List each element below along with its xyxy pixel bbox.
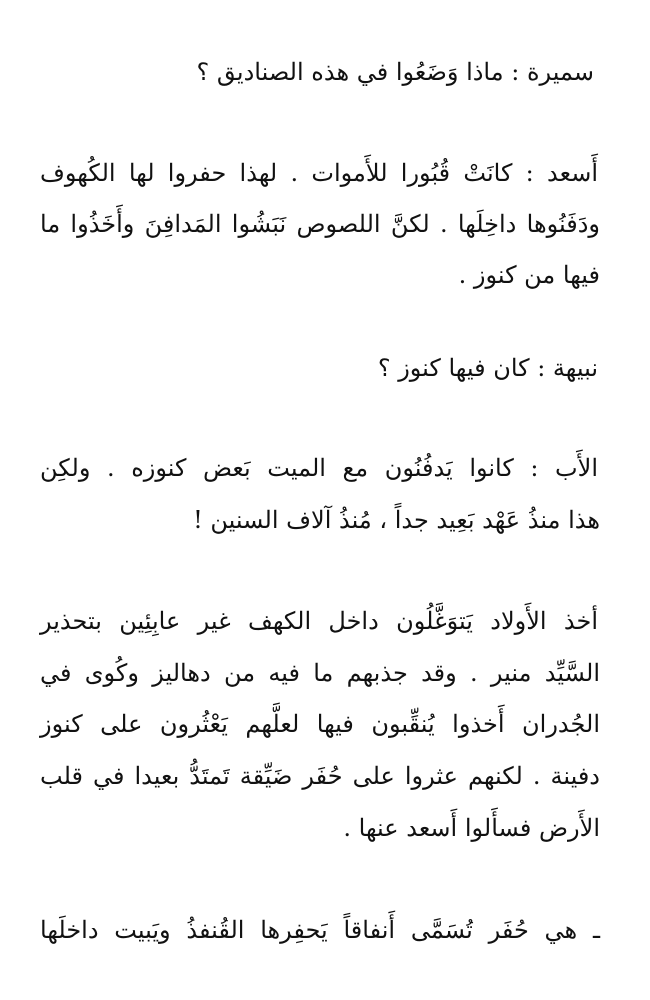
dialogue-line-samira: سميرة : ماذا وَضَعُوا في هذه الصناديق ؟ bbox=[196, 58, 594, 86]
paragraph-asad-line-3: فيها من كنوز . bbox=[458, 261, 600, 289]
narrative-line-1: أخذ الأَولاد يَتوَغَّلُون داخل الكهف غير عابِئِين بتحذير bbox=[40, 607, 598, 635]
narrative-line-5: الأَرض فسأَلوا أَسعد عنها . bbox=[343, 814, 600, 842]
paragraph-father-line-2: هذا منذُ عَهْد بَعِيد جداً ، مُنذُ آلاف السنين ! bbox=[193, 506, 600, 534]
dialogue-line-final: ـ هي حُفَر تُسَمَّى أَنفاقاً يَحفِرها القُنفذُ ويَبيت داخلَها bbox=[40, 916, 600, 944]
paragraph-asad-line-2: ودَفَنُوها داخِلَها . لكنَّ اللصوص نَبَشُوا المَدافِنَ وأَخَذُوا ما bbox=[40, 210, 600, 238]
narrative-line-2: السَّيِّد منير . وقد جذبهم ما فيه من دهاليز وكُوى في bbox=[40, 659, 600, 687]
paragraph-asad-line-1: أَسعد : كانَتْ قُبُورا للأَموات . لهذا حفروا لها الكُهوف bbox=[40, 159, 598, 187]
narrative-line-3: الجُدران أَخذوا يُنقِّبون فيها لعلَّهم يَعْثُرون على كنوز bbox=[40, 710, 600, 738]
narrative-line-4: دفينة . لكنهم عثروا على حُفَر ضَيِّقة تَمتَدُّ بعيدا في قلب bbox=[40, 762, 600, 790]
paragraph-father-line-1: الأَب : كانوا يَدفُنُون مع الميت بَعض كنوزه . ولكِن bbox=[40, 454, 598, 482]
dialogue-line-nabiha: نبيهة : كان فيها كنوز ؟ bbox=[377, 354, 598, 382]
book-page bbox=[40, 0, 600, 1000]
